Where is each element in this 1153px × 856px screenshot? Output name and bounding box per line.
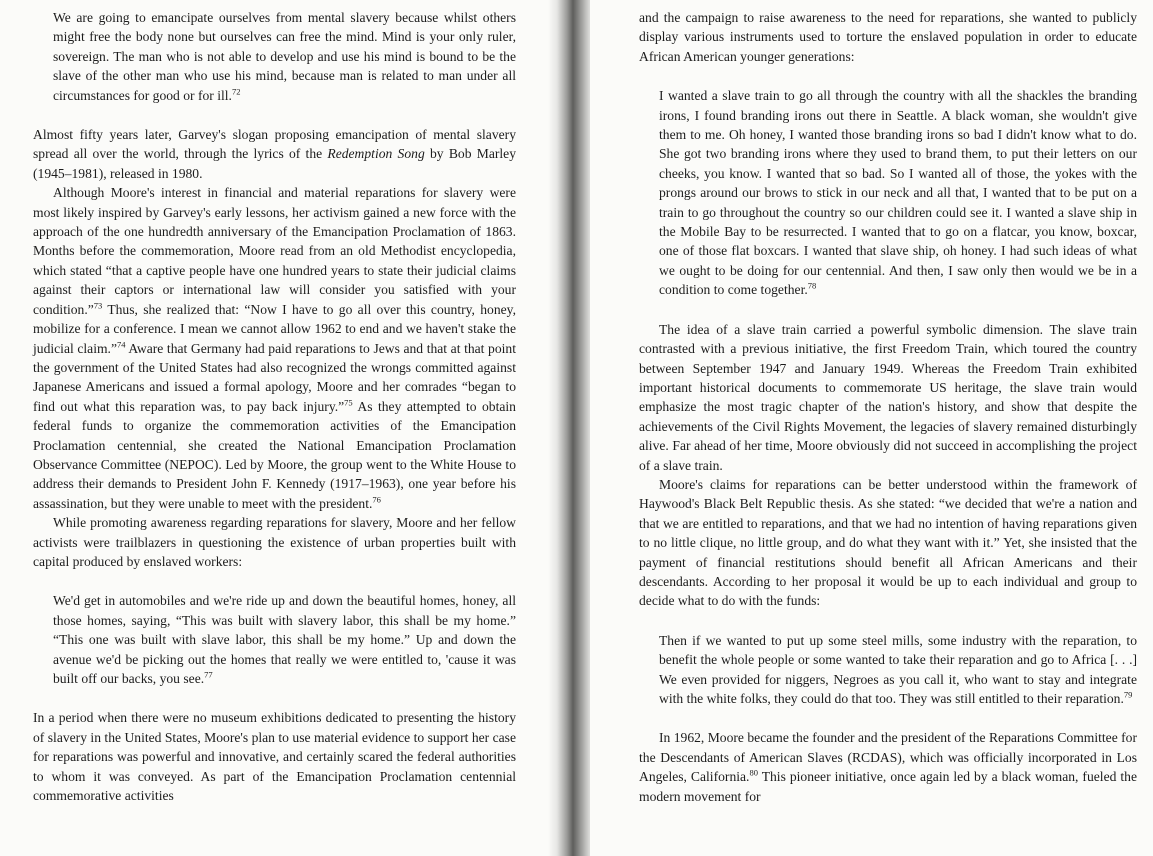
- left-page: [0, 0, 556, 856]
- footnote-ref: 74: [117, 338, 126, 349]
- right-text-column: [639, 8, 1137, 806]
- footnote-ref: 79: [1123, 689, 1133, 700]
- homes-block-quote: [53, 591, 516, 688]
- paragraph: The idea of a slave train carried a powerful symbolic dimension. The slave train contrasted with a previous initiative, the first Freedom Train, which toured the country between September 1947 and January 1949. Whereas the Freedom Train exhibited important historical documents to commemorate US heritage, the slave train would emphasize the most tragic chapter of the nation's history, and show that despite the achievements of the Civil Rights Movement, the legacies of slavery remained disturbingly alive. Far ahead of her time, Moore obviously did not succeed in accomplishing the project of a slave train.: [639, 321, 1137, 473]
- footnote-ref: 76: [372, 494, 381, 505]
- footnote-ref: 80: [749, 767, 758, 778]
- block-quote-text: We are going to emancipate ourselves from mental slavery because whilst others might free the body none but ourselves can free the mind. Mind is your only ruler, sovereign. The man who is not able to develop and use his mind is bound to be the slave of the other man who use his mind, because man is related to man under all circumstances for good or for ill.$^{72}$: [53, 10, 516, 103]
- paragraph: Although Moore's interest in financial and material reparations for slavery were most likely inspired by Garvey's early lessons, her activism gained a new force with the approach of the one hundredth anniversary of the Emancipation Proclamation of 1863. Months before the commemoration, Moore read from an old Methodist encyclopedia, which stated “that a captive people have one hundred years to state their judicial claims against their captors or international law will consider you satisfied with your condition.”$^{73}$ Thus, she realized that: “Now I have to go all over this country, honey, mobilize for a conference. I mean we cannot allow 1962 to end and we haven't stake the judicial claim.”$^{74}$ Aware that Germany had paid reparations to Jews and that at that point the government of the United States had also recognized the wrongs committed against Japanese Americans and issued a formal apology, Moore and her comrades “began to find out what this reparation was, to pay back injury.”$^{75}$ As they attempted to obtain federal funds to organize the commemoration activities of the Emancipation Proclamation centennial, she created the National Emancipation Proclamation Observance Committee (NEPOC). Led by Moore, the group went to the White House to address their demands to President John F. Kennedy (1917–1963), one year before his assassination, but they were unable to meet with the president.$^{76}$: [33, 185, 516, 511]
- song-title: Redemption Song: [327, 146, 425, 162]
- steel-mills-block-quote: [659, 631, 1137, 709]
- left-text-column: [33, 8, 516, 805]
- right-page: [590, 0, 1153, 856]
- block-quote-text: I wanted a slave train to go all through the country with all the shackles the branding irons, I found branding irons out there in Seattle. A black woman, she wouldn't give them to me. Oh honey, I wanted those branding irons so bad I didn't know what to do. She got two branding irons where they used to brand them, to put their letters on our cheeks, you know. I wanted that so bad. So I wanted all of those, the yokes with the prongs around our brows to stick in our neck and all that, I wanted that to be put on a train to go throughout the country so our children could see it. I wanted a slave ship in the Mobile Bay to be resurrected. I wanted that to go on a flatcar, you know, boxcar, one of those flat boxcars. I wanted that slave ship, oh honey. I had such ideas of what we ought to be doing for our centennial. And then, I saw only then would we be in a condition to come together.$^{78}$: [659, 88, 1137, 298]
- footnote-ref: 73: [93, 300, 103, 311]
- paragraph: and the campaign to raise awareness to the need for reparations, she wanted to publicly display various instruments used to torture the enslaved population in order to educate African American younger generations:: [639, 10, 1137, 64]
- paragraph: While promoting awareness regarding reparations for slavery, Moore and her fellow activists were trailblazers in questioning the existence of urban properties built with capital produced by enslaved workers:: [33, 515, 516, 569]
- footnote-ref: 72: [231, 86, 241, 97]
- paragraph: In a period when there were no museum exhibitions dedicated to presenting the history of slavery in the United States, Moore's plan to use material evidence to support her case for reparations was powerful and innovative, and certainly scared the federal authorities to whom it was conveyed. As part of the Emancipation Proclamation centennial commemorative activities: [33, 710, 516, 804]
- block-quote-text: We'd get in automobiles and we're ride up and down the beautiful homes, honey, all those homes, saying, “This was built with slavery labor, this shall be my home.” “This one was built with slave labor, this shall be my home.” Up and down the avenue we'd be picking out the homes that really we were entitled to, 'cause it was built off our backs, you see.$^{77}$: [53, 593, 516, 686]
- block-quote-text: Then if we wanted to put up some steel mills, some industry with the reparation, to benefit the whole people or some wanted to take their reparation and go to Africa [. . .] We even provided for niggers, Negroes as you call it, who want to stay and integrate with the white folks, they could do that too. They was still entitled to their reparation.$^{79}$: [659, 632, 1137, 706]
- slave-train-block-quote: [659, 86, 1137, 299]
- paragraph: In 1962, Moore became the founder and the president of the Reparations Committee for the Descendants of American Slaves (RCDAS), which was officially incorporated in Los Angeles, California.$^{80}$ This pioneer initiative, once again led by a black woman, fueled the modern movement for: [639, 730, 1137, 804]
- footnote-ref: 78: [807, 280, 817, 291]
- footnote-ref: 75: [344, 397, 353, 408]
- paragraph: Almost fifty years later, Garvey's slogan proposing emancipation of mental slavery spread all over the world, through the lyrics of the Redemption Song by Bob Marley (1945–1981), released in 1980.: [33, 127, 516, 181]
- paragraph: Moore's claims for reparations can be better understood within the framework of Haywood's Black Belt Republic thesis. As she stated: “we decided that we're a nation and that we are entitled to reparations, and that we had no intention of having reparations given to no little clique, no little group, and do what they want with it.” Yet, she insisted that the payment of financial restitutions should benefit all African Americans and their descendants. According to her proposal it would be up to each individual and group to decide what to do with the funds:: [639, 476, 1137, 609]
- footnote-ref: 77: [204, 669, 213, 680]
- garvey-block-quote: [53, 8, 516, 105]
